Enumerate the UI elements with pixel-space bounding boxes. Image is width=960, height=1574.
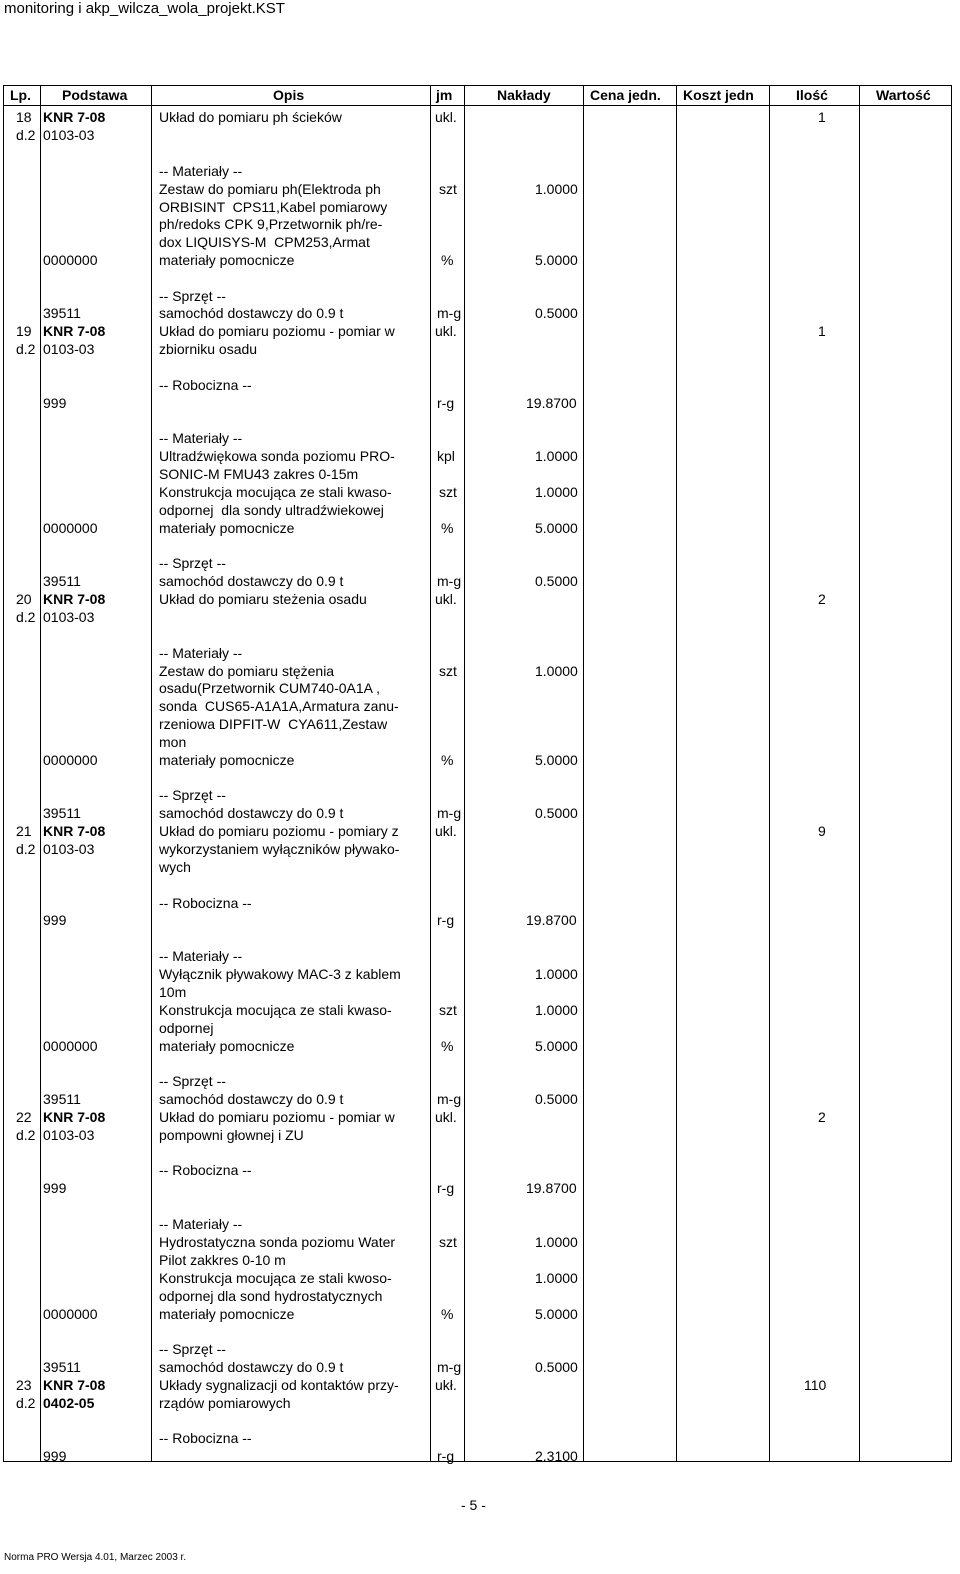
material-jm: % [441,520,454,536]
materials-header: -- Materiały -- [159,163,243,179]
row-ilosc: 110 [804,1377,827,1393]
equipment-qty: 0.5000 [535,1359,578,1375]
material-qty: 1.0000 [535,966,578,982]
row-jm: ukl. [435,323,457,339]
row-podstawa: KNR 7-08 [43,323,106,339]
header-lp: Lp. [10,87,31,103]
equipment-code: 39511 [43,305,81,321]
labor-qty: 2.3100 [535,1448,578,1464]
row-lp-suffix: d.2 [16,841,36,857]
labor-jm: r-g [437,1180,455,1196]
materials-header: -- Materiały -- [159,645,243,661]
material-code: 0000000 [43,252,98,268]
row-opis: Układ do pomiaru poziomu - pomiary z [159,823,399,839]
material-qty: 5.0000 [535,1306,578,1322]
labor-code: 999 [43,395,67,411]
header-ilosc: Ilość [796,87,828,103]
row-opis: wykorzystaniem wyłączników pływako- [159,841,400,857]
equipment-jm: m-g [437,573,462,589]
material-qty: 1.0000 [535,181,578,197]
row-podstawa: KNR 7-08 [43,823,106,839]
row-lp: 19 [16,323,32,339]
equipment-code: 39511 [43,1359,81,1375]
document-title: monitoring i akp_wilcza_wola_projekt.KST [4,0,285,17]
page-number: - 5 - [461,1497,486,1513]
equipment-desc: samochód dostawczy do 0.9 t [159,805,344,821]
material-qty: 1.0000 [535,484,578,500]
material-qty: 5.0000 [535,520,578,536]
column-divider [859,85,860,1462]
material-code: 0000000 [43,752,98,768]
material-code: 0000000 [43,1306,98,1322]
materials-header: -- Materiały -- [159,1216,243,1232]
table-header [3,85,952,106]
row-podstawa: KNR 7-08 [43,591,106,607]
equipment-jm: m-g [437,805,462,821]
material-desc: osadu(Przetwornik CUM740-0A1A , [159,680,380,696]
column-divider [583,85,584,1462]
equipment-code: 39511 [43,1091,81,1107]
material-qty: 1.0000 [535,1002,578,1018]
cost-table [3,85,952,1462]
material-desc: materiały pomocnicze [159,752,295,768]
equipment-header: -- Sprzęt -- [159,555,226,571]
labor-header: -- Robocizna -- [159,1162,252,1178]
material-code: 0000000 [43,520,98,536]
row-ilosc: 1 [818,323,826,339]
labor-header: -- Robocizna -- [159,1430,252,1446]
column-divider [676,85,677,1462]
material-desc: Ultradźwiękowa sonda poziomu PRO- [159,448,395,464]
material-jm: % [441,1306,454,1322]
equipment-jm: m-g [437,1091,462,1107]
equipment-desc: samochód dostawczy do 0.9 t [159,1359,344,1375]
material-desc: materiały pomocnicze [159,252,295,268]
row-opis: Układ do pomiaru poziomu - pomiar w [159,1109,395,1125]
row-podstawa-code: 0103-03 [43,609,95,625]
material-jm: % [441,252,454,268]
material-qty: 1.0000 [535,1270,578,1286]
material-desc: Konstrukcja mocująca ze stali kwaso- [159,484,392,500]
row-lp: 23 [16,1377,32,1393]
row-opis: pompowni głownej i ZU [159,1127,304,1143]
material-desc: 10m [159,984,187,1000]
material-desc: Zestaw do pomiaru ph(Elektroda ph [159,181,381,197]
labor-qty: 19.8700 [526,1180,577,1196]
material-desc: Hydrostatyczna sonda poziomu Water [159,1234,396,1250]
equipment-code: 39511 [43,573,81,589]
column-divider [464,85,465,1462]
column-divider [430,85,431,1462]
row-opis: Układ do pomiaru poziomu - pomiar w [159,323,395,339]
header-podstawa: Podstawa [62,87,128,103]
row-lp: 18 [16,109,32,125]
material-desc: materiały pomocnicze [159,520,295,536]
material-qty: 5.0000 [535,752,578,768]
material-jm: szt [439,1234,457,1250]
material-desc: Konstrukcja mocująca ze stali kwoso- [159,1270,392,1286]
row-opis: rządów pomiarowych [159,1395,291,1411]
row-ilosc: 9 [818,823,826,839]
row-opis: Układ do pomiaru steżenia osadu [159,591,367,607]
row-jm: ukl. [435,591,457,607]
material-qty: 1.0000 [535,663,578,679]
row-podstawa: KNR 7-08 [43,1377,106,1393]
equipment-qty: 0.5000 [535,1091,578,1107]
labor-jm: r-g [437,912,455,928]
labor-qty: 19.8700 [526,395,577,411]
material-desc: materiały pomocnicze [159,1038,295,1054]
material-desc: ph/redoks CPK 9,Przetwornik ph/re- [159,216,383,232]
row-podstawa-code: 0103-03 [43,841,95,857]
equipment-header: -- Sprzęt -- [159,787,226,803]
labor-code: 999 [43,1448,67,1464]
equipment-header: -- Sprzęt -- [159,1073,226,1089]
row-podstawa: KNR 7-08 [43,109,106,125]
material-jm: szt [439,181,457,197]
material-jm: % [441,752,454,768]
row-podstawa-code: 0103-03 [43,127,95,143]
labor-code: 999 [43,912,67,928]
column-divider [40,85,41,1462]
row-lp: 20 [16,591,32,607]
row-podstawa-code: 0402-05 [43,1395,95,1411]
row-ilosc: 1 [818,109,826,125]
material-jm: szt [439,484,457,500]
labor-jm: r-g [437,1448,455,1464]
material-qty: 1.0000 [535,448,578,464]
labor-qty: 19.8700 [526,912,577,928]
material-desc: rzeniowa DIPFIT-W CYA611,Zestaw [159,716,388,732]
equipment-qty: 0.5000 [535,573,578,589]
material-qty: 5.0000 [535,252,578,268]
equipment-jm: m-g [437,305,462,321]
material-qty: 5.0000 [535,1038,578,1054]
equipment-qty: 0.5000 [535,805,578,821]
material-jm: % [441,1038,454,1054]
material-desc: odpornej dla sond hydrostatycznych [159,1288,383,1304]
material-desc: Pilot zakkres 0-10 m [159,1252,286,1268]
row-jm: ukl. [435,109,457,125]
materials-header: -- Materiały -- [159,430,243,446]
row-ilosc: 2 [818,591,826,607]
labor-jm: r-g [437,395,455,411]
material-qty: 1.0000 [535,1234,578,1250]
equipment-header: -- Sprzęt -- [159,1341,226,1357]
row-podstawa-code: 0103-03 [43,1127,95,1143]
row-podstawa: KNR 7-08 [43,1109,106,1125]
material-desc: Wyłącznik pływakowy MAC-3 z kablem [159,966,401,982]
row-lp: 21 [16,823,32,839]
equipment-desc: samochód dostawczy do 0.9 t [159,305,344,321]
material-desc: odpornej dla sondy ultradźwiekowej [159,502,384,518]
material-desc: SONIC-M FMU43 zakres 0-15m [159,466,359,482]
row-opis: Układ do pomiaru ph ścieków [159,109,342,125]
row-lp-suffix: d.2 [16,127,36,143]
material-desc: mon [159,734,187,750]
header-wartosc: Wartość [876,87,931,103]
equipment-jm: m-g [437,1359,462,1375]
header-jm: jm [436,87,453,103]
labor-header: -- Robocizna -- [159,895,252,911]
row-jm: ukl. [435,1109,457,1125]
row-lp-suffix: d.2 [16,341,36,357]
row-ilosc: 2 [818,1109,826,1125]
labor-header: -- Robocizna -- [159,377,252,393]
material-desc: Konstrukcja mocująca ze stali kwaso- [159,1002,392,1018]
material-desc: dox LIQUISYS-M CPM253,Armat [159,234,370,250]
equipment-qty: 0.5000 [535,305,578,321]
material-code: 0000000 [43,1038,98,1054]
row-opis: Układy sygnalizacji od kontaktów przy- [159,1377,399,1393]
row-podstawa-code: 0103-03 [43,341,95,357]
material-desc: materiały pomocnicze [159,1306,295,1322]
labor-code: 999 [43,1180,67,1196]
equipment-code: 39511 [43,805,81,821]
material-desc: ORBISINT CPS11,Kabel pomiarowy [159,199,388,215]
material-desc: sonda CUS65-A1A1A,Armatura zanu- [159,698,399,714]
material-jm: szt [439,1002,457,1018]
row-jm: ukł. [435,1377,457,1393]
material-desc: Zestaw do pomiaru stężenia [159,663,335,679]
column-divider [151,85,152,1462]
header-opis: Opis [273,87,305,103]
equipment-desc: samochód dostawczy do 0.9 t [159,573,344,589]
row-opis: zbiorniku osadu [159,341,258,357]
equipment-header: -- Sprzęt -- [159,288,226,304]
footer-note: Norma PRO Wersja 4.01, Marzec 2003 r. [4,1552,187,1563]
row-lp-suffix: d.2 [16,609,36,625]
row-lp-suffix: d.2 [16,1395,36,1411]
row-opis: wych [159,859,191,875]
header-koszt: Koszt jedn [683,87,754,103]
row-lp-suffix: d.2 [16,1127,36,1143]
row-jm: ukl. [435,823,457,839]
column-divider [769,85,770,1462]
material-jm: kpl [437,448,455,464]
equipment-desc: samochód dostawczy do 0.9 t [159,1091,344,1107]
material-jm: szt [439,663,457,679]
header-cena: Cena jedn. [590,87,661,103]
header-naklady: Nakłady [497,87,551,103]
row-lp: 22 [16,1109,32,1125]
material-desc: odpornej [159,1020,214,1036]
materials-header: -- Materiały -- [159,948,243,964]
